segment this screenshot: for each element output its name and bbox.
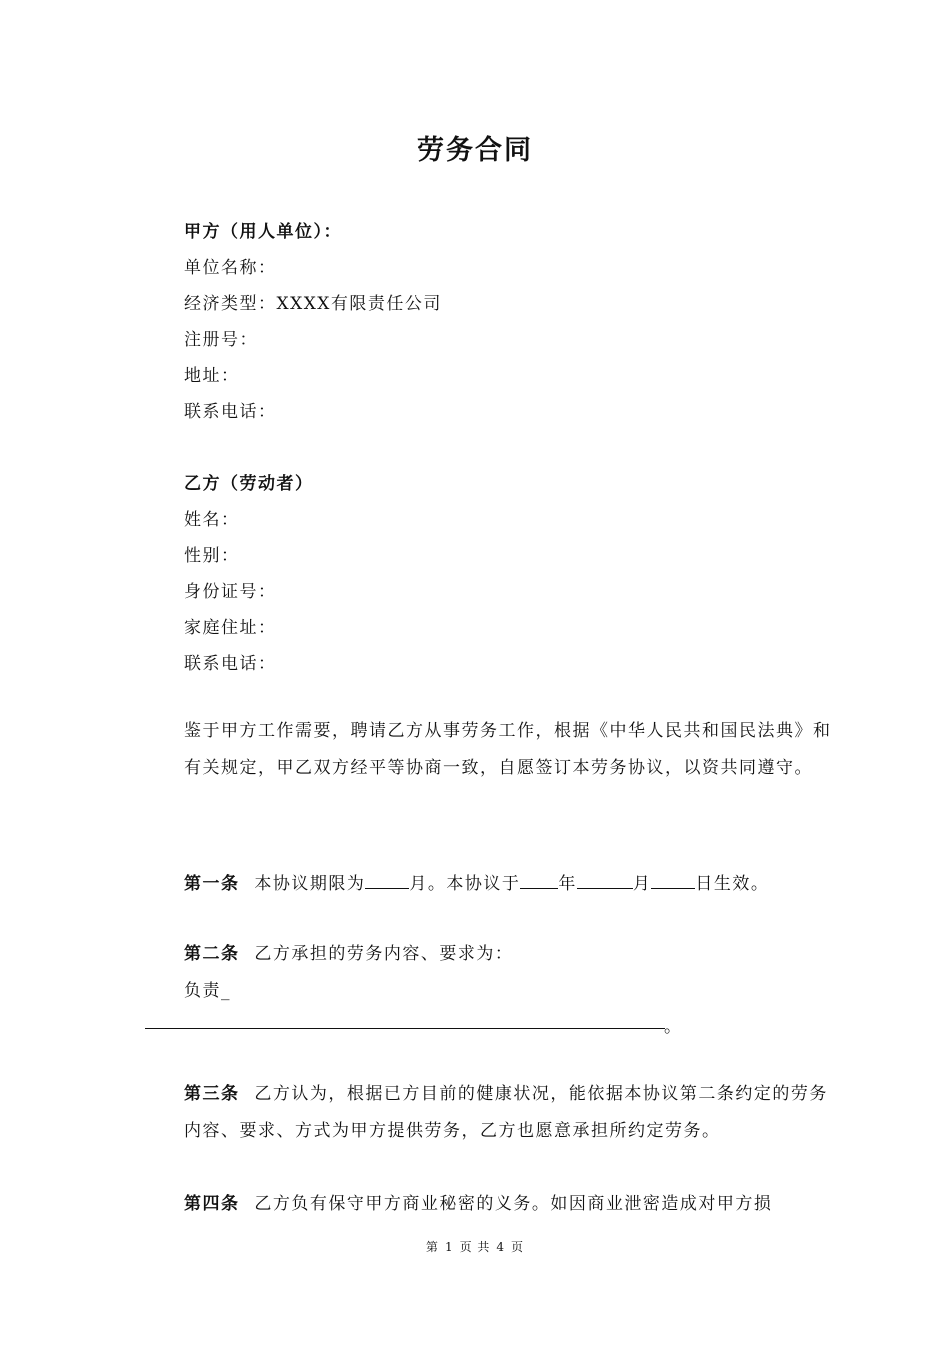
article-2-responsibility: 负责_ xyxy=(184,981,231,1001)
party-b-gender: 性别： xyxy=(184,546,240,566)
article-4 xyxy=(145,1186,844,1223)
article-4-text: 乙方负有保守甲方商业秘密的义务。如因商业泄密造成对甲方损 xyxy=(254,1194,773,1214)
term-months-blank xyxy=(365,870,409,889)
party-a-heading: 甲方（用人单位）： xyxy=(184,222,342,242)
page-total: 4 xyxy=(496,1240,506,1254)
party-a-economic-type: 经济类型：XXXX有限责任公司 xyxy=(184,294,442,314)
footer-pre: 第 xyxy=(425,1240,439,1254)
page-footer xyxy=(0,1238,950,1255)
article-1 xyxy=(184,869,769,894)
article-2-label: 第二条 xyxy=(184,944,240,964)
party-a-address: 地址： xyxy=(184,366,240,386)
page-number: 1 xyxy=(444,1240,454,1254)
page-title: 劳务合同 xyxy=(417,135,533,166)
party-a-phone: 联系电话： xyxy=(184,402,277,422)
article-1-label: 第一条 xyxy=(184,874,240,894)
article-1-text-a: 本协议期限为 xyxy=(254,874,366,894)
party-b-name: 姓名： xyxy=(184,510,240,530)
article-4-label: 第四条 xyxy=(184,1194,240,1214)
article-3-label: 第三条 xyxy=(184,1084,240,1104)
party-a-reg-no: 注册号： xyxy=(184,330,258,350)
footer-post: 页 xyxy=(511,1240,525,1254)
party-a-unit-name: 单位名称： xyxy=(184,258,277,278)
party-b-heading: 乙方（劳动者） xyxy=(184,474,314,494)
party-b-id-number: 身份证号： xyxy=(184,582,277,602)
article-1-text-b: 月。本协议于 xyxy=(409,874,521,894)
article-1-text-d: 月 xyxy=(632,874,652,894)
year-blank xyxy=(520,870,558,889)
article-1-text-e: 日生效。 xyxy=(695,874,770,894)
article-3-text: 乙方认为，根据已方目前的健康状况，能依据本协议第二条约定的劳务内容、要求、方式为甲方提供劳务，乙方也愿意承担所约定劳务。 xyxy=(184,1084,828,1141)
party-b-home-address: 家庭住址： xyxy=(184,618,277,638)
footer-mid: 页 共 xyxy=(459,1240,491,1254)
preamble: 鉴于甲方工作需要，聘请乙方从事劳务工作，根据《中华人民共和国民法典》和有关规定，甲乙双方经平等协商一致，自愿签订本劳务协议，以资共同遵守。 xyxy=(184,721,832,778)
party-b-phone: 联系电话： xyxy=(184,654,277,674)
month-blank xyxy=(577,870,633,889)
article-2-end-mark: 。 xyxy=(664,1017,681,1037)
article-1-text-c: 年 xyxy=(558,874,577,894)
article-2-text: 乙方承担的劳务内容、要求为： xyxy=(254,944,514,964)
article-3 xyxy=(145,1076,844,1150)
responsibility-blank-line xyxy=(145,1028,665,1029)
day-blank xyxy=(651,870,695,889)
article-2 xyxy=(184,939,513,964)
